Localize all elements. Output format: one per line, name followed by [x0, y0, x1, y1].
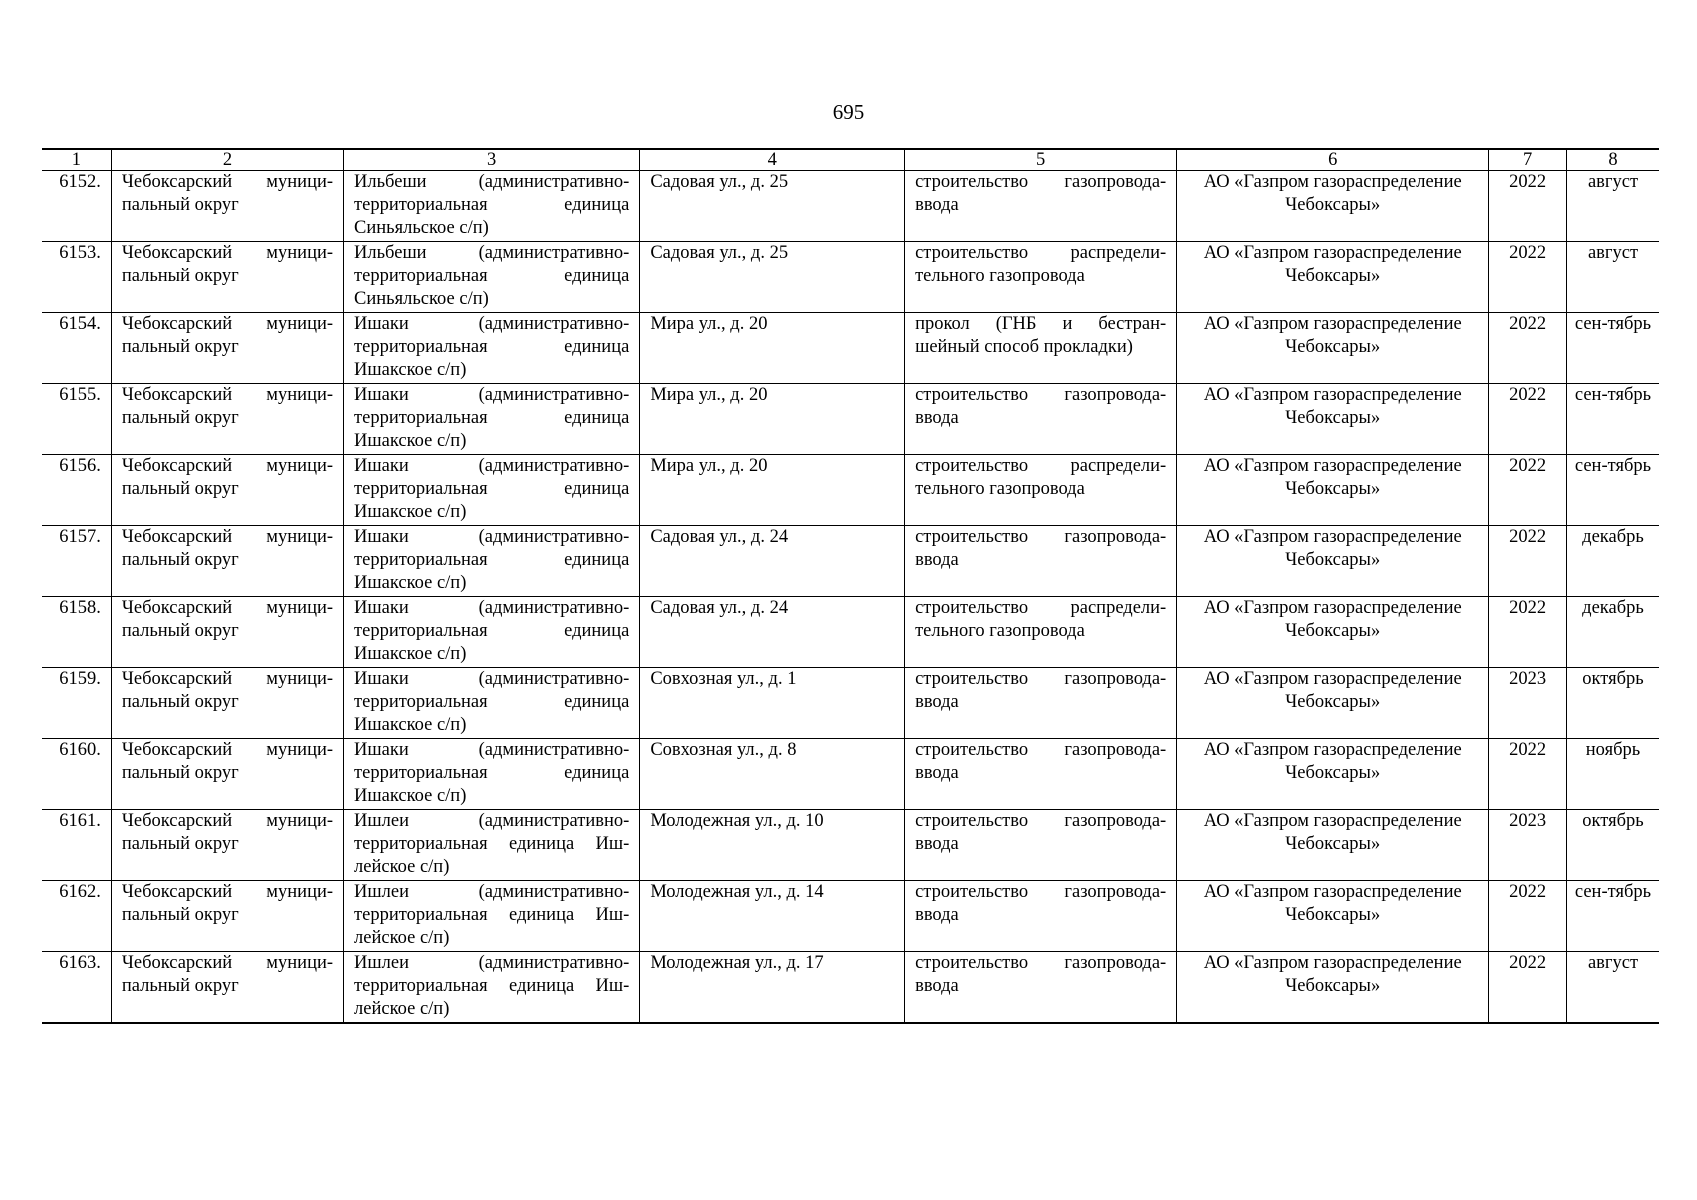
district-cell: Чебоксарский муници-пальный округ — [111, 810, 343, 881]
address-cell: Мира ул., д. 20 — [640, 313, 905, 384]
data-table — [42, 148, 1659, 1024]
table-row — [42, 313, 1659, 384]
table-row — [42, 810, 1659, 881]
column-header: 2 — [111, 149, 343, 171]
column-header: 1 — [42, 149, 111, 171]
district-cell: Чебоксарский муници-пальный округ — [111, 171, 343, 242]
locality-cell: Ишаки (административно-территориальная единица Ишакское с/п) — [344, 384, 640, 455]
owner-cell: АО «Газпром газораспределение Чебоксары» — [1177, 881, 1489, 952]
address-cell: Садовая ул., д. 25 — [640, 242, 905, 313]
month-cell: август — [1567, 952, 1660, 1023]
work-type-cell: строительство газопровода-ввода — [905, 668, 1177, 739]
table-row — [42, 171, 1659, 242]
table-row — [42, 242, 1659, 313]
locality-cell: Ишаки (административно-территориальная единица Ишакское с/п) — [344, 526, 640, 597]
month-cell: декабрь — [1567, 597, 1660, 668]
address-cell: Молодежная ул., д. 10 — [640, 810, 905, 881]
column-header: 7 — [1489, 149, 1567, 171]
row-number: 6154. — [42, 313, 111, 384]
row-number: 6156. — [42, 455, 111, 526]
address-cell: Мира ул., д. 20 — [640, 455, 905, 526]
month-cell: сен-тябрь — [1567, 881, 1660, 952]
page-number: 695 — [832, 100, 865, 124]
owner-cell: АО «Газпром газораспределение Чебоксары» — [1177, 810, 1489, 881]
row-number: 6161. — [42, 810, 111, 881]
work-type-cell: строительство распредели-тельного газопровода — [905, 597, 1177, 668]
district-cell: Чебоксарский муници-пальный округ — [111, 242, 343, 313]
district-cell: Чебоксарский муници-пальный округ — [111, 455, 343, 526]
month-cell: ноябрь — [1567, 739, 1660, 810]
owner-cell: АО «Газпром газораспределение Чебоксары» — [1177, 668, 1489, 739]
table-row — [42, 952, 1659, 1023]
column-header: 8 — [1567, 149, 1660, 171]
district-cell: Чебоксарский муници-пальный округ — [111, 668, 343, 739]
row-number: 6163. — [42, 952, 111, 1023]
year-cell: 2022 — [1489, 597, 1567, 668]
column-header: 6 — [1177, 149, 1489, 171]
year-cell: 2022 — [1489, 455, 1567, 526]
work-type-cell: строительство распредели-тельного газопровода — [905, 242, 1177, 313]
address-cell: Совхозная ул., д. 8 — [640, 739, 905, 810]
table-row — [42, 526, 1659, 597]
district-cell: Чебоксарский муници-пальный округ — [111, 739, 343, 810]
month-cell: сен-тябрь — [1567, 384, 1660, 455]
year-cell: 2022 — [1489, 171, 1567, 242]
district-cell: Чебоксарский муници-пальный округ — [111, 313, 343, 384]
work-type-cell: строительство газопровода-ввода — [905, 881, 1177, 952]
month-cell: август — [1567, 171, 1660, 242]
locality-cell: Ишлеи (административно-территориальная единица Иш-лейское с/п) — [344, 881, 640, 952]
owner-cell: АО «Газпром газораспределение Чебоксары» — [1177, 384, 1489, 455]
locality-cell: Ишаки (административно-территориальная единица Ишакское с/п) — [344, 597, 640, 668]
month-cell: октябрь — [1567, 810, 1660, 881]
address-cell: Молодежная ул., д. 17 — [640, 952, 905, 1023]
year-cell: 2022 — [1489, 952, 1567, 1023]
row-number: 6162. — [42, 881, 111, 952]
table-row — [42, 881, 1659, 952]
work-type-cell: строительство распредели-тельного газопровода — [905, 455, 1177, 526]
year-cell: 2022 — [1489, 526, 1567, 597]
locality-cell: Ишаки (административно-территориальная единица Ишакское с/п) — [344, 455, 640, 526]
year-cell: 2022 — [1489, 739, 1567, 810]
column-header: 4 — [640, 149, 905, 171]
table-row — [42, 455, 1659, 526]
work-type-cell: строительство газопровода-ввода — [905, 952, 1177, 1023]
month-cell: декабрь — [1567, 526, 1660, 597]
district-cell: Чебоксарский муници-пальный округ — [111, 384, 343, 455]
row-number: 6160. — [42, 739, 111, 810]
table-body — [42, 171, 1659, 1023]
address-cell: Садовая ул., д. 25 — [640, 171, 905, 242]
year-cell: 2022 — [1489, 384, 1567, 455]
owner-cell: АО «Газпром газораспределение Чебоксары» — [1177, 313, 1489, 384]
owner-cell: АО «Газпром газораспределение Чебоксары» — [1177, 952, 1489, 1023]
locality-cell: Ишаки (административно-территориальная единица Ишакское с/п) — [344, 313, 640, 384]
year-cell: 2022 — [1489, 313, 1567, 384]
address-cell: Совхозная ул., д. 1 — [640, 668, 905, 739]
row-number: 6159. — [42, 668, 111, 739]
year-cell: 2023 — [1489, 810, 1567, 881]
locality-cell: Ишаки (административно-территориальная единица Ишакское с/п) — [344, 739, 640, 810]
month-cell: август — [1567, 242, 1660, 313]
address-cell: Садовая ул., д. 24 — [640, 526, 905, 597]
locality-cell: Ишаки (административно-территориальная единица Ишакское с/п) — [344, 668, 640, 739]
row-number: 6152. — [42, 171, 111, 242]
table-row — [42, 739, 1659, 810]
locality-cell: Ильбеши (административно-территориальная единица Синьяльское с/п) — [344, 171, 640, 242]
month-cell: октябрь — [1567, 668, 1660, 739]
year-cell: 2022 — [1489, 242, 1567, 313]
owner-cell: АО «Газпром газораспределение Чебоксары» — [1177, 739, 1489, 810]
month-cell: сен-тябрь — [1567, 313, 1660, 384]
work-type-cell: строительство газопровода-ввода — [905, 739, 1177, 810]
month-cell: сен-тябрь — [1567, 455, 1660, 526]
work-type-cell: прокол (ГНБ и бестран-шейный способ прокладки) — [905, 313, 1177, 384]
column-header: 5 — [905, 149, 1177, 171]
work-type-cell: строительство газопровода-ввода — [905, 171, 1177, 242]
header-row — [42, 149, 1659, 171]
owner-cell: АО «Газпром газораспределение Чебоксары» — [1177, 242, 1489, 313]
table-row — [42, 668, 1659, 739]
locality-cell: Ильбеши (административно-территориальная единица Синьяльское с/п) — [344, 242, 640, 313]
year-cell: 2022 — [1489, 881, 1567, 952]
row-number: 6158. — [42, 597, 111, 668]
district-cell: Чебоксарский муници-пальный округ — [111, 881, 343, 952]
row-number: 6157. — [42, 526, 111, 597]
address-cell: Мира ул., д. 20 — [640, 384, 905, 455]
work-type-cell: строительство газопровода-ввода — [905, 384, 1177, 455]
row-number: 6155. — [42, 384, 111, 455]
column-header: 3 — [344, 149, 640, 171]
row-number: 6153. — [42, 242, 111, 313]
work-type-cell: строительство газопровода-ввода — [905, 810, 1177, 881]
locality-cell: Ишлеи (административно-территориальная единица Иш-лейское с/п) — [344, 952, 640, 1023]
district-cell: Чебоксарский муници-пальный округ — [111, 597, 343, 668]
work-type-cell: строительство газопровода-ввода — [905, 526, 1177, 597]
owner-cell: АО «Газпром газораспределение Чебоксары» — [1177, 526, 1489, 597]
address-cell: Молодежная ул., д. 14 — [640, 881, 905, 952]
district-cell: Чебоксарский муници-пальный округ — [111, 526, 343, 597]
address-cell: Садовая ул., д. 24 — [640, 597, 905, 668]
district-cell: Чебоксарский муници-пальный округ — [111, 952, 343, 1023]
locality-cell: Ишлеи (административно-территориальная единица Иш-лейское с/п) — [344, 810, 640, 881]
owner-cell: АО «Газпром газораспределение Чебоксары» — [1177, 597, 1489, 668]
table-row — [42, 597, 1659, 668]
table-row — [42, 384, 1659, 455]
owner-cell: АО «Газпром газораспределение Чебоксары» — [1177, 171, 1489, 242]
owner-cell: АО «Газпром газораспределение Чебоксары» — [1177, 455, 1489, 526]
year-cell: 2023 — [1489, 668, 1567, 739]
